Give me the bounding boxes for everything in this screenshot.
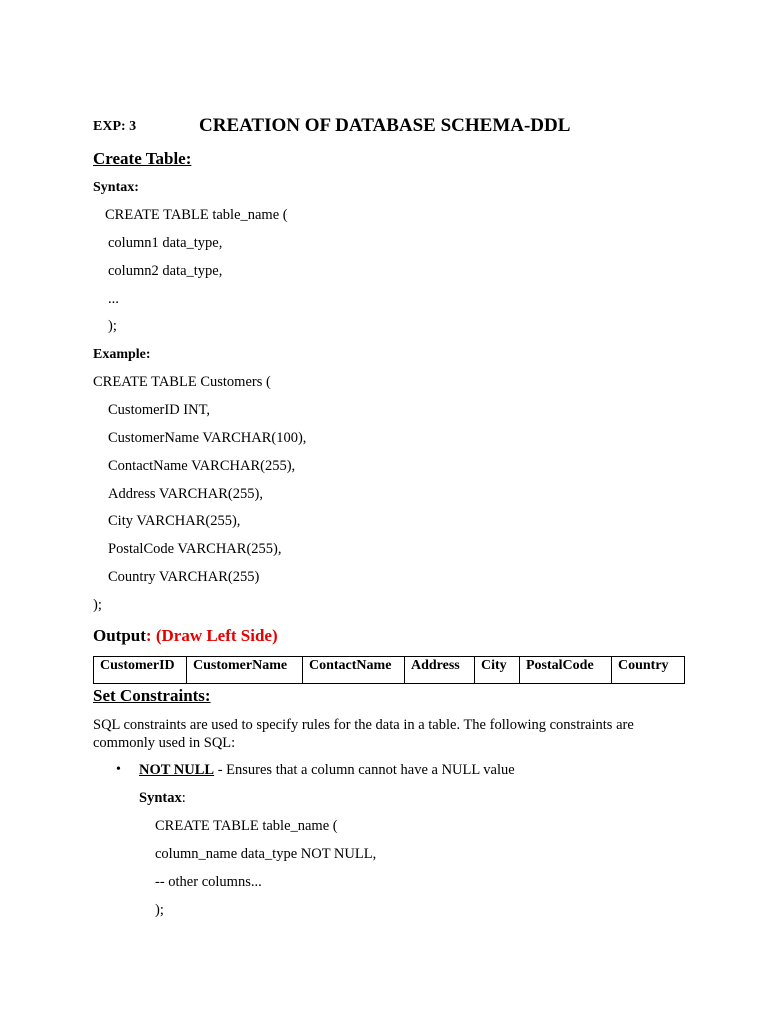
constraints-intro: SQL constraints are used to specify rules for the data in a table. The following constraints are commonly used in SQL: (93, 717, 634, 751)
table-header-cell: Country (612, 657, 685, 684)
syntax-line: ); (108, 318, 117, 334)
constraint-item (139, 762, 515, 779)
table-header-cell: CustomerID (94, 657, 187, 684)
constraint-description: - Ensures that a column cannot have a NULL value (214, 762, 515, 778)
constraint-syntax-line: column_name data_type NOT NULL, (155, 846, 377, 862)
output-note: : (Draw Left Side) (145, 626, 278, 645)
example-line: ContactName VARCHAR(255), (108, 458, 296, 474)
output-heading (93, 626, 278, 646)
example-label: Example: (93, 347, 151, 362)
example-line: PostalCode VARCHAR(255), (108, 541, 282, 557)
constraint-name: NOT NULL (139, 762, 215, 778)
syntax-line: column2 data_type, (108, 263, 223, 279)
syntax-line: ... (108, 291, 119, 307)
syntax-label: Syntax: (93, 180, 139, 195)
table-row (94, 657, 685, 684)
syntax-line: CREATE TABLE table_name ( (105, 207, 288, 223)
table-header-cell: PostalCode (520, 657, 612, 684)
example-line: Country VARCHAR(255) (108, 569, 260, 585)
example-line: CustomerID INT, (108, 402, 211, 418)
constraint-syntax-line: ); (155, 902, 164, 918)
example-line: City VARCHAR(255), (108, 513, 241, 529)
experiment-number: EXP: 3 (93, 119, 137, 134)
constraint-syntax-label (139, 790, 186, 807)
table-header-cell: ContactName (303, 657, 405, 684)
set-constraints-heading: Set Constraints: (93, 686, 211, 705)
output-label: Output (93, 626, 146, 645)
output-columns-table (93, 656, 685, 684)
table-header-cell: Address (405, 657, 475, 684)
constraint-syntax-line: -- other columns... (155, 874, 262, 890)
example-line: CREATE TABLE Customers ( (93, 374, 271, 390)
example-line: Address VARCHAR(255), (108, 486, 263, 502)
create-table-heading: Create Table: (93, 149, 192, 168)
example-line: CustomerName VARCHAR(100), (108, 430, 307, 446)
syntax-line: column1 data_type, (108, 235, 223, 251)
bullet-icon: • (116, 762, 121, 777)
example-line: ); (93, 597, 102, 613)
table-header-cell: CustomerName (187, 657, 303, 684)
table-header-cell: City (475, 657, 520, 684)
constraint-syntax-word: Syntax (139, 790, 182, 806)
page-title: CREATION OF DATABASE SCHEMA-DDL (199, 115, 571, 136)
constraint-syntax-line: CREATE TABLE table_name ( (155, 818, 338, 834)
constraint-syntax-colon: : (181, 790, 186, 806)
